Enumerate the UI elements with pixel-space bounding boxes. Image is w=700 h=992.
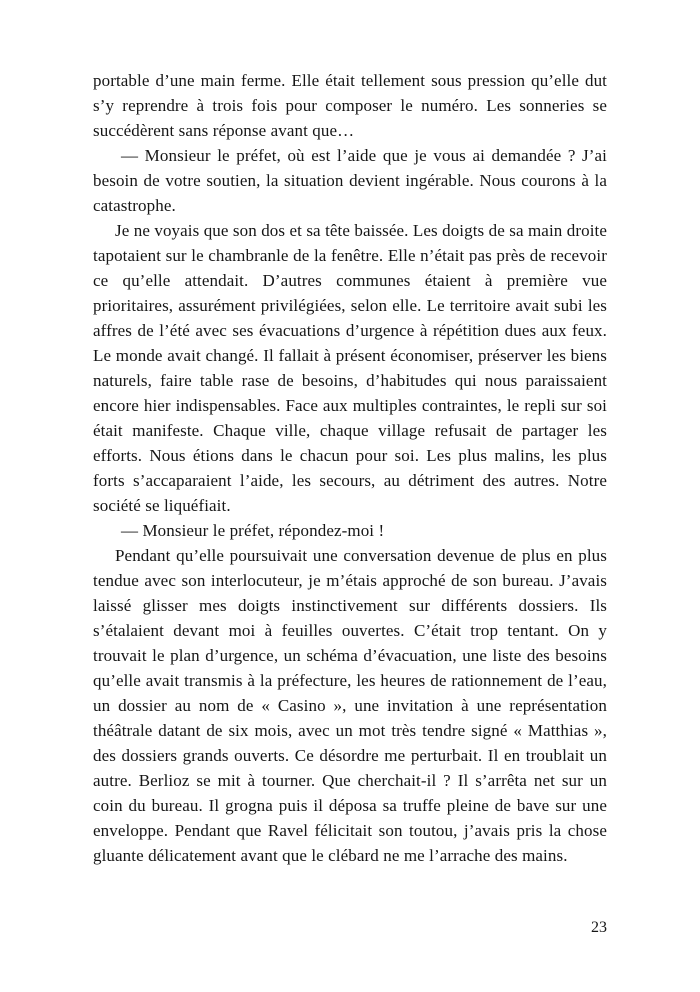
page-text (93, 68, 607, 868)
paragraph: portable d’une main ferme. Elle était tellement sous pression qu’elle dut s’y reprendre à trois fois pour composer le numéro. Les sonneries se succédèrent sans réponse avant que… (93, 71, 607, 140)
paragraph: Pendant qu’elle poursuivait une conversation devenue de plus en plus tendue avec son interlocuteur, je m’étais approché de son bureau. J’avais laissé glisser mes doigts instinctivement sur différents dossiers. Ils s’étalaient devant moi à feuilles ouvertes. C’était trop tentant. On y trouvait le plan d’urgence, un schéma d’évacuation, une liste des besoins qu’elle avait transmis à la préfecture, les heures de rationnement de l’eau, un dossier au nom de « Casino », une invitation à une représentation théâtrale datant de six mois, avec un mot très tendre signé « Matthias », des dossiers grands ouverts. Ce désordre me perturbait. Il en troublait un autre. Berlioz se mit à tourner. Que cherchait-il ? Il s’arrêta net sur un coin du bureau. Il grogna puis il déposa sa truffe pleine de bave sur une enveloppe. Pendant que Ravel félicitait son toutou, j’avais pris la chose gluante délicatement avant que le clébard ne me l’arrache des mains. (93, 546, 607, 865)
paragraph: — Monsieur le préfet, où est l’aide que je vous ai demandée ? J’ai besoin de votre soutien, la situation devient ingérable. Nous courons à la catastrophe. (93, 146, 607, 215)
paragraph: — Monsieur le préfet, répondez-moi ! (121, 521, 385, 540)
paragraph: Je ne voyais que son dos et sa tête baissée. Les doigts de sa main droite tapotaient sur le chambranle de la fenêtre. Elle n’était pas près de recevoir ce qu’elle attendait. D’autres communes étaient à première vue prioritaires, assurément privilégiées, selon elle. Le territoire avait subi les affres de l’été avec ses évacuations d’urgence à répétition dues aux feux. Le monde avait changé. Il fallait à présent économiser, préserver les biens naturels, faire table rase de besoins, d’habitudes qui nous paraissaient encore hier indispensables. Face aux multiples contraintes, le repli sur soi était manifeste. Chaque ville, chaque village refusait de partager les efforts. Nous étions dans le chacun pour soi. Les plus malins, les plus forts s’accaparaient l’aide, les secours, au détriment des autres. Notre société se liquéfiait. (93, 221, 607, 515)
page-number: 23 (591, 919, 607, 936)
